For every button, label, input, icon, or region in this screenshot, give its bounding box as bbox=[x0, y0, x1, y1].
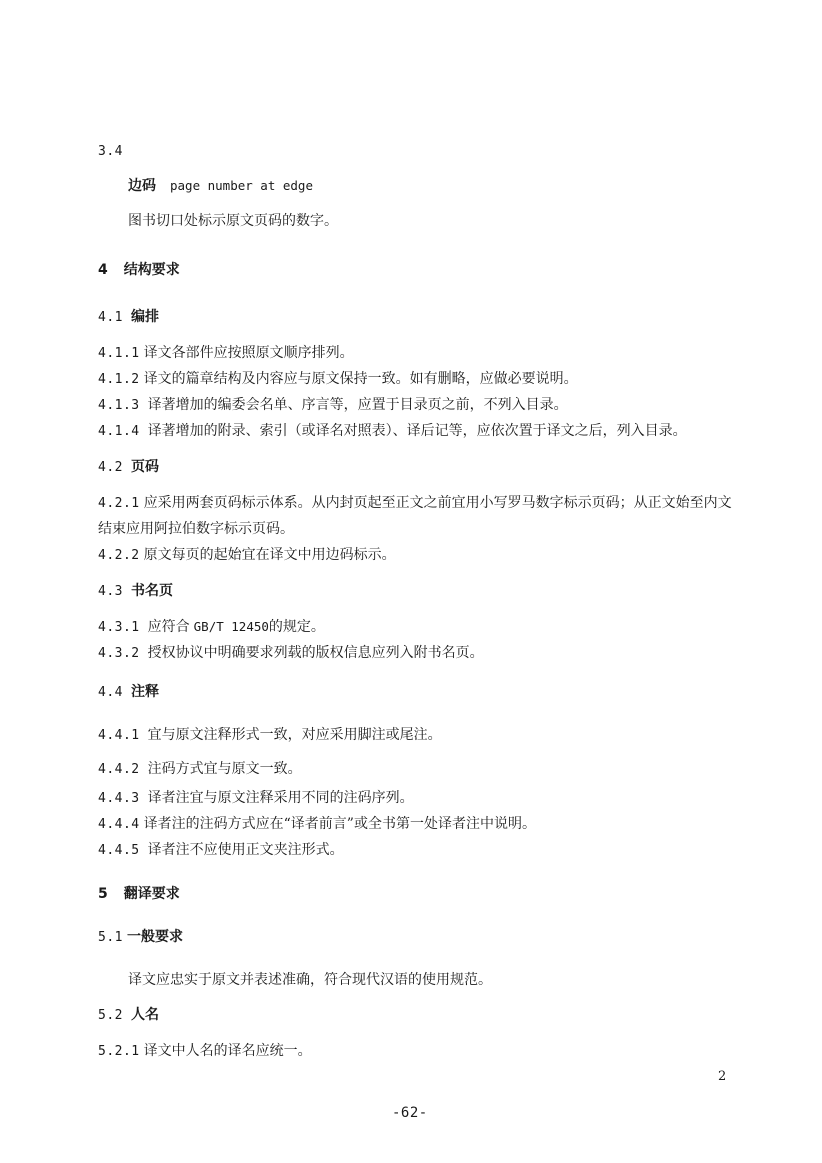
clause-number: 4.4.3 bbox=[98, 791, 140, 806]
clause-text: 应采用两套页码标示体系。从内封页起至正文之前宜用小写罗马数字标示页码；从正文始至内文 bbox=[143, 495, 732, 511]
standard-code: GB/T 12450 bbox=[193, 619, 269, 634]
subsection-heading-4-1 bbox=[98, 308, 159, 327]
general-requirement-text: 译文应忠实于原文并表述准确，符合现代汉语的使用规范。 bbox=[128, 972, 492, 988]
clause-text: 应符合 bbox=[147, 619, 190, 635]
subsection-number: 4.3 bbox=[98, 584, 123, 599]
clause-number: 4.4.1 bbox=[98, 728, 140, 743]
clause-4-2-1 bbox=[98, 494, 732, 513]
subsection-title: 注释 bbox=[130, 684, 159, 700]
page-folio: -62- bbox=[392, 1105, 428, 1121]
subsection-number: 5.2 bbox=[98, 1008, 123, 1023]
clause-4-2-1-continued: 结束应用阿拉伯数字标示页码。 bbox=[98, 521, 294, 537]
clause-4-4-5 bbox=[98, 841, 344, 860]
clause-4-4-4 bbox=[98, 815, 536, 834]
subsection-heading-4-4 bbox=[98, 683, 159, 702]
term-definition: 图书切口处标示原文页码的数字。 bbox=[128, 213, 338, 229]
clause-text-end: 的规定。 bbox=[268, 619, 325, 635]
clause-number: 4.4.5 bbox=[98, 843, 140, 858]
clause-number: 4.4.2 bbox=[98, 762, 140, 777]
clause-4-3-1 bbox=[98, 618, 325, 637]
section-heading-4 bbox=[98, 261, 180, 279]
clause-4-1-3 bbox=[98, 396, 568, 415]
clause-number: 4.1.3 bbox=[98, 398, 140, 413]
clause-number-3-4: 3.4 bbox=[98, 144, 123, 159]
section-number: 4 bbox=[98, 262, 108, 278]
subsection-heading-4-2 bbox=[98, 458, 159, 477]
clause-number: 5.2.1 bbox=[98, 1044, 140, 1059]
clause-text: 注码方式宜与原文一致。 bbox=[147, 761, 302, 777]
clause-text: 译文中人名的译名应统一。 bbox=[143, 1043, 312, 1059]
clause-number: 4.1.1 bbox=[98, 346, 140, 361]
clause-text: 译著增加的编委会名单、序言等，应置于目录页之前，不列入目录。 bbox=[147, 397, 568, 413]
clause-text: 译者注的注码方式应在“译者前言”或全书第一处译者注中说明。 bbox=[143, 816, 536, 832]
clause-number: 4.4.4 bbox=[98, 817, 140, 832]
clause-4-2-2 bbox=[98, 546, 396, 565]
subsection-number: 4.1 bbox=[98, 310, 123, 325]
subsection-number: 4.2 bbox=[98, 460, 123, 475]
clause-number: 4.2.1 bbox=[98, 496, 140, 511]
clause-text: 译者注不应使用正文夹注形式。 bbox=[147, 842, 344, 858]
term-entry bbox=[128, 177, 313, 195]
clause-4-4-2 bbox=[98, 760, 302, 779]
clause-4-1-2 bbox=[98, 370, 578, 389]
clause-number: 4.2.2 bbox=[98, 548, 140, 563]
subsection-title: 页码 bbox=[130, 459, 159, 475]
clause-4-1-1 bbox=[98, 344, 354, 363]
clause-number: 4.3.2 bbox=[98, 646, 140, 661]
clause-4-4-1 bbox=[98, 726, 442, 745]
clause-4-3-2 bbox=[98, 644, 484, 663]
clause-text: 宜与原文注释形式一致，对应采用脚注或尾注。 bbox=[147, 727, 442, 743]
clause-4-4-3 bbox=[98, 789, 414, 808]
page-number: 2 bbox=[718, 1069, 727, 1084]
section-title: 结构要求 bbox=[123, 262, 180, 278]
clause-text: 译者注宜与原文注释采用不同的注码序列。 bbox=[147, 790, 414, 806]
subsection-heading-5-2 bbox=[98, 1006, 159, 1025]
subsection-title: 一般要求 bbox=[126, 929, 183, 945]
clause-number: 4.3.1 bbox=[98, 620, 140, 635]
clause-number: 4.1.2 bbox=[98, 372, 140, 387]
subsection-title: 人名 bbox=[130, 1007, 159, 1023]
section-number: 5 bbox=[98, 886, 108, 902]
subsection-number: 4.4 bbox=[98, 685, 123, 700]
subsection-number: 5.1 bbox=[98, 930, 123, 945]
term-chinese: 边码 bbox=[128, 178, 156, 194]
clause-text: 授权协议中明确要求列载的版权信息应列入附书名页。 bbox=[147, 645, 484, 661]
term-english: page number at edge bbox=[170, 178, 313, 193]
subsection-heading-4-3 bbox=[98, 582, 173, 601]
clause-number: 4.1.4 bbox=[98, 424, 140, 439]
subsection-title: 书名页 bbox=[130, 583, 173, 599]
clause-4-1-4 bbox=[98, 422, 687, 441]
clause-text: 原文每页的起始宜在译文中用边码标示。 bbox=[143, 547, 396, 563]
subsection-title: 编排 bbox=[130, 309, 159, 325]
clause-text: 译文的篇章结构及内容应与原文保持一致。如有删略，应做必要说明。 bbox=[143, 371, 578, 387]
clause-text: 译文各部件应按照原文顺序排列。 bbox=[143, 345, 354, 361]
subsection-heading-5-1 bbox=[98, 928, 183, 947]
section-heading-5 bbox=[98, 885, 180, 903]
clause-5-2-1 bbox=[98, 1042, 312, 1061]
section-title: 翻译要求 bbox=[123, 886, 180, 902]
clause-text: 译著增加的附录、索引（或译名对照表）、译后记等，应依次置于译文之后，列入目录。 bbox=[147, 423, 687, 439]
